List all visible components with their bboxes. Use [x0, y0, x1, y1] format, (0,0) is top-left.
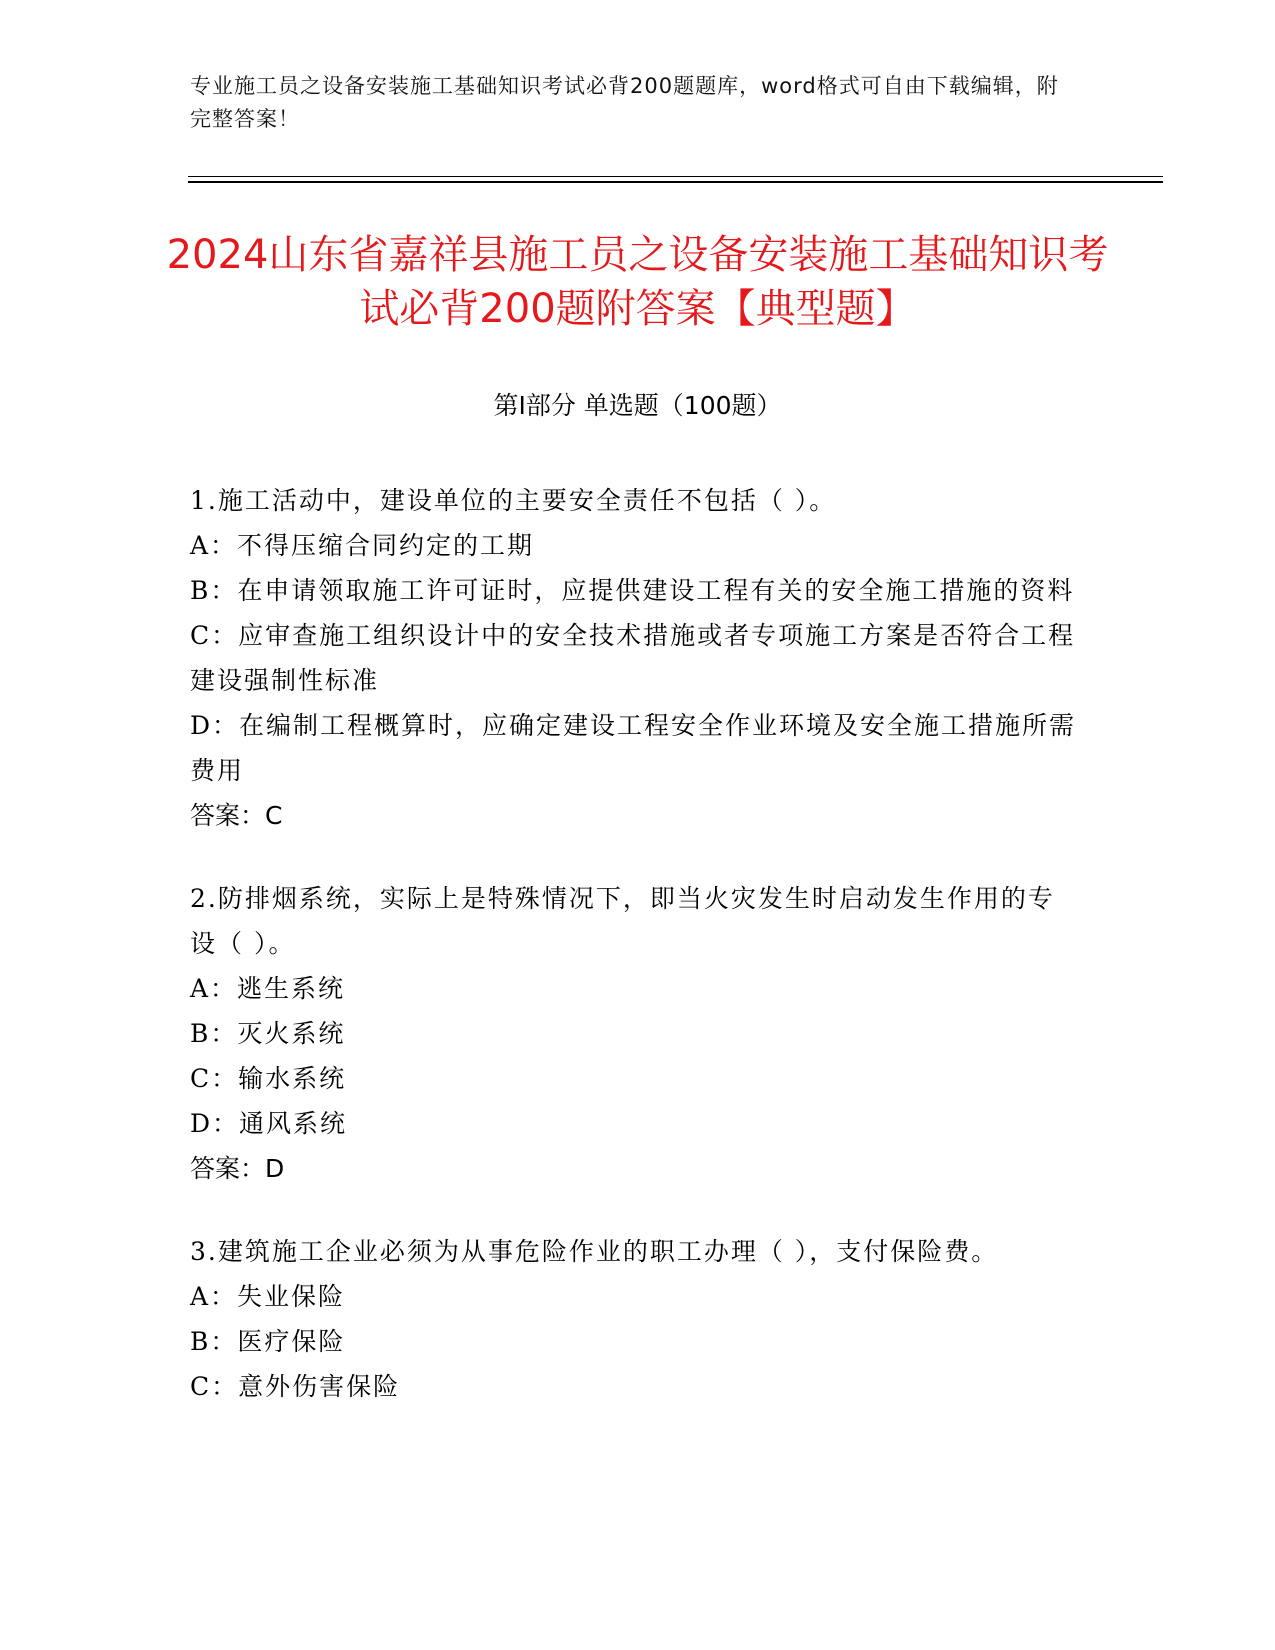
option-b: B：灭火系统 — [190, 1019, 346, 1048]
question-2 — [190, 876, 1080, 1191]
option-a: A：失业保险 — [190, 1282, 346, 1311]
option-b: B：医疗保险 — [190, 1327, 346, 1356]
question-3 — [190, 1229, 1080, 1409]
header-divider-thin — [188, 176, 1163, 177]
option-d: D：在编制工程概算时，应确定建设工程安全作业环境及安全施工措施所需费用 — [190, 711, 1077, 785]
question-1 — [190, 478, 1080, 838]
answer: 答案：D — [190, 1154, 285, 1183]
option-c: C：输水系统 — [190, 1064, 347, 1093]
answer: 答案：C — [190, 801, 283, 830]
question-list — [190, 478, 1080, 1447]
section-heading: 第I部分 单选题（100题） — [493, 391, 782, 420]
question-stem: 3.建筑施工企业必须为从事危险作业的职工办理（ ），支付保险费。 — [190, 1237, 999, 1266]
option-c: C：意外伤害保险 — [190, 1372, 401, 1401]
question-stem: 1.施工活动中，建设单位的主要安全责任不包括（ ）。 — [190, 486, 837, 515]
question-stem: 2.防排烟系统，实际上是特殊情况下，即当火灾发生时启动发生作用的专设（ ）。 — [190, 884, 1055, 958]
option-a: A：逃生系统 — [190, 974, 346, 1003]
option-d: D：通风系统 — [190, 1109, 348, 1138]
option-b: B：在申请领取施工许可证时，应提供建设工程有关的安全施工措施的资料 — [190, 576, 1075, 605]
option-c: C：应审查施工组织设计中的安全技术措施或者专项施工方案是否符合工程建设强制性标准 — [190, 621, 1076, 695]
header-note: 专业施工员之设备安装施工基础知识考试必背200题题库，word格式可自由下载编辑，附完整答案！ — [190, 74, 1059, 131]
option-a: A：不得压缩合同约定的工期 — [190, 531, 535, 560]
header-divider-thick — [188, 181, 1163, 183]
document-title: 2024山东省嘉祥县施工员之设备安装施工基础知识考试必背200题附答案【典型题】 — [166, 232, 1109, 332]
